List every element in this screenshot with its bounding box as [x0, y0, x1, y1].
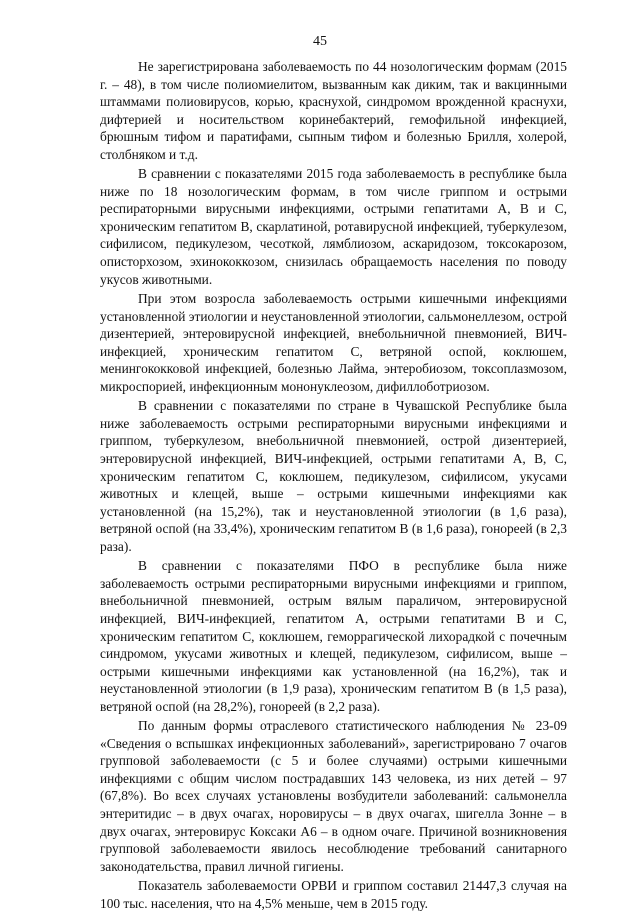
paragraph-3: При этом возросла заболеваемость острыми кишечными инфекциями установленной этиологии и неустановленной этиологии, сальмонеллезом, острой дизентерией, энтеровирусной инфекцией, внебольничной пневмонией, ВИЧ-инфекцией, хроническим гепатитом С, ветряной оспой, коклюшем, менингококковой инфекцией, болезнью Лайма, энтеробиозом, токсоплазмозом, микроспорией, инфекционным мононуклеозом, дифиллоботриозом.	[100, 291, 567, 394]
paragraph-1: Не зарегистрирована заболеваемость по 44 нозологическим формам (2015 г. – 48), в том числе полиомиелитом, вызванным как диким, так и вакцинными штаммами полиовирусов, корью, краснухой, синдромом врожденной краснухи, дифтерией и носительством коринебактерий, гемофильной инфекцией, брюшным тифом и паратифами, сыпным тифом и болезнью Брилля, холерой, столбняком и т.д.	[100, 59, 567, 162]
paragraph-2: В сравнении с показателями 2015 года заболеваемость в республике была ниже по 18 нозологическим формам, в том числе гриппом и острыми респираторными вирусными инфекциями, острыми гепатитами А, В и С, хроническим гепатитом В, скарлатиной, ротавирусной инфекцией, туберкулезом, сифилисом, педикулезом, чесоткой, лямблиозом, аскаридозом, токсокарозом, описторхозом, эхинококкозом, снизилась обращаемость населения по поводу укусов животными.	[100, 166, 567, 287]
paragraph-5: В сравнении с показателями ПФО в республике была ниже заболеваемость острыми респираторными вирусными инфекциями и гриппом, внебольничной пневмонией, острым вялым параличом, энтеровирусной инфекцией, ВИЧ-инфекцией, гепатитом А, острыми гепатитами В и С, хроническим гепатитом С, коклюшем, геморрагической лихорадкой с почечным синдромом, укусами животных и клещей, педикулезом, сифилисом, выше – острыми кишечными инфекциями как установленной (на 16,2%), так и неустановленной этиологии (в 1,9 раза), хроническим гепатитом В (в 1,5 раза), ветряной оспой (на 28,2%), гонореей (в 2,2 раза).	[100, 558, 567, 714]
page-number: 45	[313, 34, 327, 49]
paragraph-6: По данным формы отраслевого статистического наблюдения № 23-09 «Сведения о вспышках инфекционных заболеваний», зарегистрировано 7 очагов групповой заболеваемости (с 5 и более случаями) острыми кишечными инфекциями с общим числом пострадавших 143 человека, из них детей – 97 (67,8%). Во всех случаях установлены возбудители заболеваний: сальмонелла энтеритидис – в двух очагах, норовирусы – в двух очагах, шигелла Зонне – в двух очагах, энтеровирус Коксаки А6 – в одном очаге. Причиной возникновения групповой заболеваемости явилось несоблюдение требований санитарного законодательства, правил личной гигиены.	[100, 718, 567, 874]
paragraph-4: В сравнении с показателями по стране в Чувашской Республике была ниже заболеваемость острыми респираторными вирусными инфекциями и гриппом, туберкулезом, внебольничной пневмонией, острой дизентерией, энтеровирусной инфекцией, ВИЧ-инфекцией, острыми гепатитами А, В, С, хроническим гепатитом С, коклюшем, педикулезом, сифилисом, укусами животных и клещей, выше – острыми кишечными инфекциями как установленной (на 15,2%), так и неустановленной этиологии (в 1,6 раза), ветряной оспой (на 33,4%), хроническим гепатитом В (в 1,6 раза), гонореей (в 2,3 раза).	[100, 398, 567, 554]
body-text	[100, 58, 567, 914]
paragraph-7: Показатель заболеваемости ОРВИ и гриппом составил 21447,3 случая на 100 тыс. населения, что на 4,5% меньше, чем в 2015 году.	[100, 878, 567, 911]
